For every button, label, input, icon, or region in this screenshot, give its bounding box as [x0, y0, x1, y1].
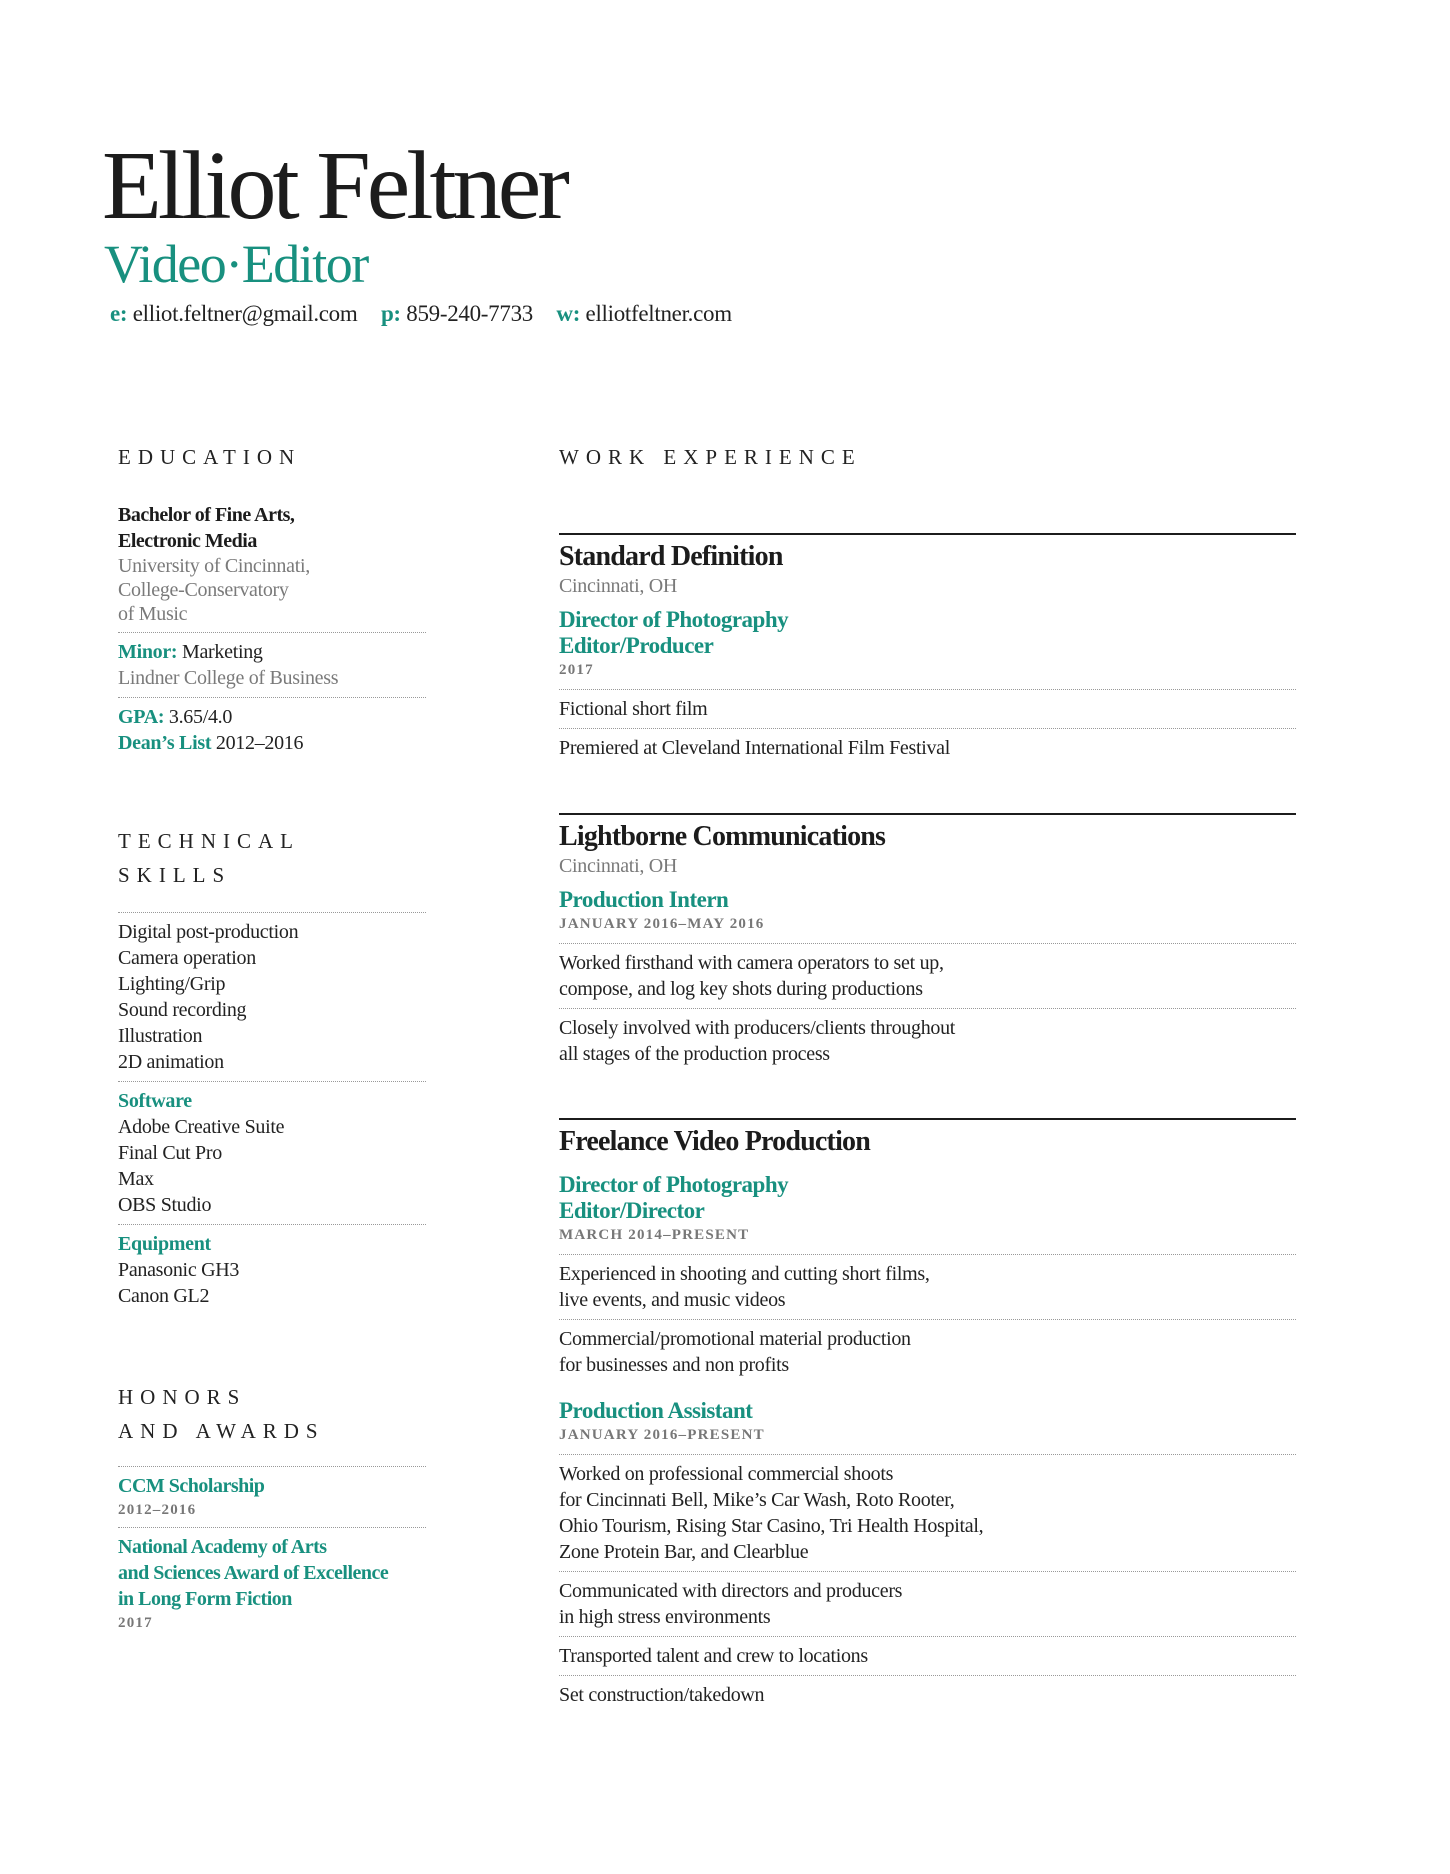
bullet-line: compose, and log key shots during productions: [559, 978, 923, 1000]
bullet-line: Zone Protein Bar, and Clearblue: [559, 1541, 809, 1563]
gpa: GPA: 3.65/4.0 Dean’s List 2012–2016: [118, 697, 426, 762]
bullet-line: Transported talent and crew to locations: [559, 1645, 868, 1667]
skill-item: Illustration: [118, 1025, 203, 1047]
award-title: National Academy of Arts: [118, 1536, 327, 1558]
bullet-item: [559, 689, 1296, 728]
school: University of Cincinnati, College-Conservatory of Music: [118, 555, 310, 625]
skill-item: Final Cut Pro: [118, 1142, 222, 1164]
role-block: [559, 1172, 1296, 1384]
award-title: and Sciences Award of Excellence: [118, 1562, 389, 1584]
bullet-line: Worked firsthand with camera operators to set up,: [559, 952, 944, 974]
education-section: EDUCATION Bachelor of Fine Arts, Electronic Media University of Cincinnati, College-Conservatory of Music Minor: Marketing Lindner College of Business GPA: 3.65/4.0 Dean’s List 2012–2016: [118, 440, 426, 762]
bullet-item: [559, 943, 1296, 1008]
skills-section: TECHNICAL SKILLS Digital post-production Camera operation Lighting/Grip Sound recording Illustration 2D animation Software Adobe Creative Suite Final Cut Pro Max OBS Studio Equipment Panasonic GH3 Canon GL2: [118, 824, 426, 1315]
award-date: 2017: [118, 1615, 153, 1631]
bullet-item: [559, 1254, 1296, 1319]
skill-item: Sound recording: [118, 999, 247, 1021]
award-item: [118, 1527, 426, 1640]
contact-email: e: elliot.feltner@gmail.com: [110, 301, 358, 326]
bullet-line: Experienced in shooting and cutting short films,: [559, 1263, 930, 1285]
bullet-line: Ohio Tourism, Rising Star Casino, Tri Health Hospital,: [559, 1515, 984, 1537]
contact-website: w: elliotfeltner.com: [556, 301, 732, 326]
bullet-line: all stages of the production process: [559, 1043, 830, 1065]
skill-item: Panasonic GH3: [118, 1259, 240, 1281]
company-name: Freelance Video Production: [559, 1126, 871, 1157]
role-date: JANUARY 2016–PRESENT: [559, 1427, 765, 1443]
skill-item: Lighting/Grip: [118, 973, 226, 995]
role-date: MARCH 2014–PRESENT: [559, 1227, 750, 1243]
skill-item: Max: [118, 1168, 154, 1190]
role-title: Production Assistant: [559, 1398, 753, 1423]
bullet-item: [559, 1454, 1296, 1571]
bullet-line: for businesses and non profits: [559, 1354, 789, 1376]
bullet-line: Fictional short film: [559, 698, 708, 720]
company-name: Lightborne Communications: [559, 821, 886, 852]
bullet-item: [559, 1571, 1296, 1636]
company-name: Standard Definition: [559, 541, 783, 572]
job-entry: [559, 533, 1296, 767]
award-title: in Long Form Fiction: [118, 1588, 292, 1610]
bullet-item: [559, 1008, 1296, 1073]
role-block: [559, 607, 1296, 767]
skill-item: Digital post-production: [118, 921, 299, 943]
role-title: Director of Photography: [559, 607, 789, 632]
bullet-line: Premiered at Cleveland International Film Festival: [559, 737, 951, 759]
honors-section: HONORS AND AWARDS CCM Scholarship 2012–2016 National Academy of Arts and Sciences Award of Excellence in Long Form Fiction 2017: [118, 1380, 426, 1640]
role-block: [559, 887, 1296, 1073]
bullet-line: Worked on professional commercial shoots: [559, 1463, 894, 1485]
resume-name: Elliot Feltner: [102, 132, 566, 240]
job-entry: [559, 813, 1296, 1073]
skill-item: Adobe Creative Suite: [118, 1116, 285, 1138]
skill-item: 2D animation: [118, 1051, 224, 1073]
award-date: 2012–2016: [118, 1502, 197, 1518]
company-location: Cincinnati, OH: [559, 855, 678, 877]
role-title: Editor/Producer: [559, 633, 714, 658]
skill-item: Canon GL2: [118, 1285, 210, 1307]
software-skills: Software Adobe Creative Suite Final Cut Pro Max OBS Studio: [118, 1081, 426, 1224]
award-item: [118, 1466, 426, 1527]
role-title: Director of Photography: [559, 1172, 789, 1197]
skill-item: Camera operation: [118, 947, 256, 969]
award-title: CCM Scholarship: [118, 1475, 265, 1497]
bullet-item: [559, 728, 1296, 767]
job-entry: [559, 1118, 1296, 1714]
general-skills: [118, 912, 426, 1081]
bullet-item: [559, 1675, 1296, 1714]
section-heading: EDUCATION: [118, 445, 302, 469]
bullet-line: for Cincinnati Bell, Mike’s Car Wash, Roto Rooter,: [559, 1489, 955, 1511]
job-title: Video·Editor: [104, 234, 368, 294]
bullet-line: live events, and music videos: [559, 1289, 786, 1311]
bullet-line: in high stress environments: [559, 1606, 771, 1628]
role-title: Production Intern: [559, 887, 729, 912]
bullet-line: Set construction/takedown: [559, 1684, 765, 1706]
role-date: JANUARY 2016–MAY 2016: [559, 916, 765, 932]
bullet-item: [559, 1319, 1296, 1384]
bullet-line: Commercial/promotional material production: [559, 1328, 911, 1350]
contact-phone: p: 859-240-7733: [380, 301, 533, 326]
work-section: [559, 440, 1296, 474]
bullet-item: [559, 1636, 1296, 1675]
contact-line: [110, 300, 750, 328]
bullet-line: Closely involved with producers/clients throughout: [559, 1017, 956, 1039]
role-title: Editor/Director: [559, 1198, 705, 1223]
minor: Minor: Marketing Lindner College of Business: [118, 632, 426, 697]
section-heading: WORK EXPERIENCE: [559, 445, 862, 469]
company-location: Cincinnati, OH: [559, 575, 678, 597]
role-date: 2017: [559, 662, 594, 678]
bullet-line: Communicated with directors and producers: [559, 1580, 903, 1602]
role-block: [559, 1398, 1296, 1714]
skill-item: OBS Studio: [118, 1194, 212, 1216]
equipment-skills: Equipment Panasonic GH3 Canon GL2: [118, 1224, 426, 1315]
